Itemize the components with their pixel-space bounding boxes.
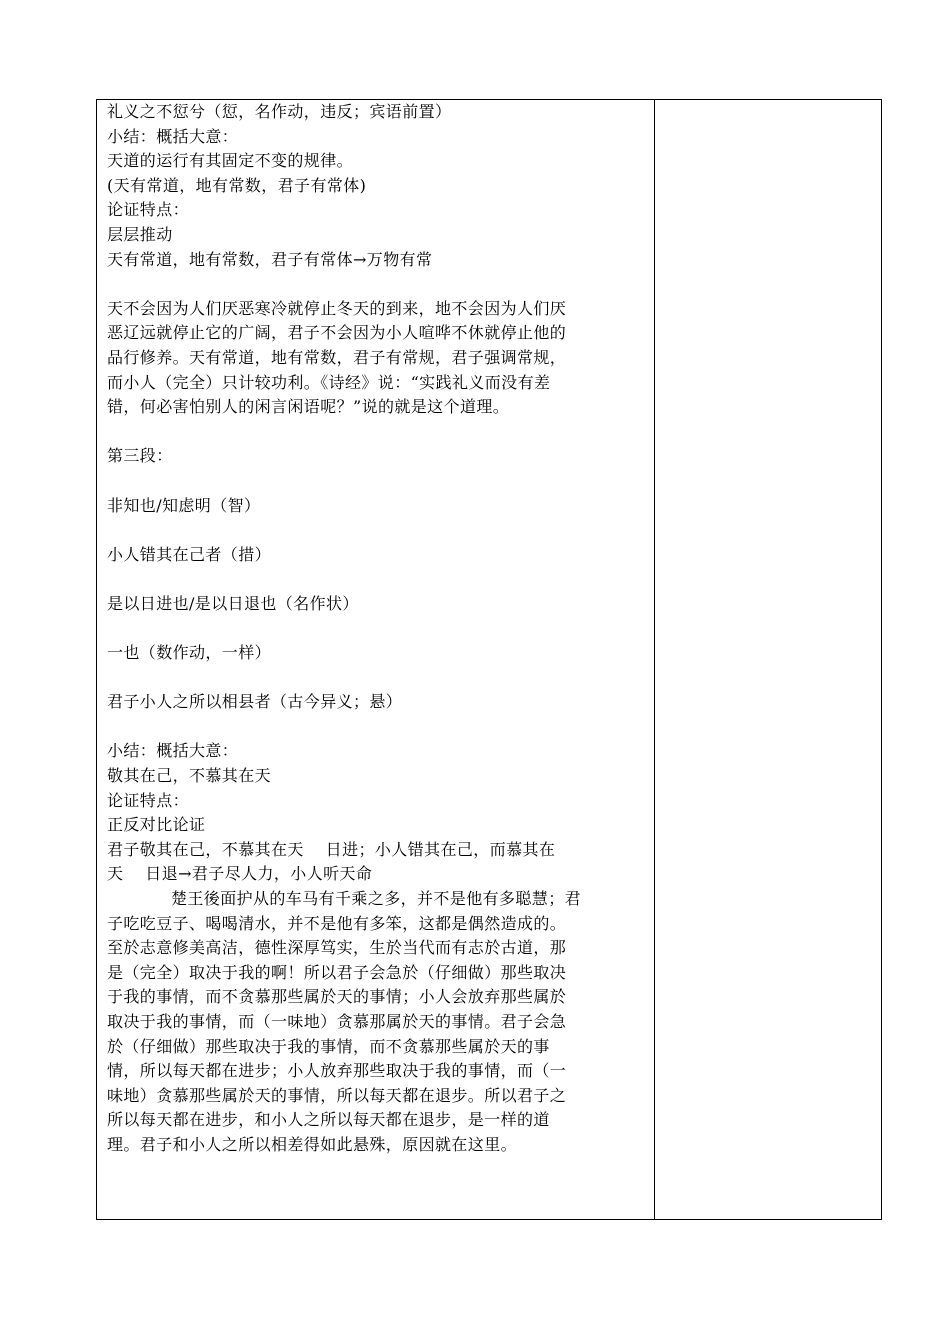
text-line: 味地）贪慕那些属於天的事情，所以每天都在退步。所以君子之 (107, 1085, 567, 1105)
text-line: 敬其在己，不慕其在天 (107, 766, 272, 786)
text-line: 小人错其在己者（措） (107, 544, 272, 564)
text-line: 取决于我的事情，而（一味地）贪慕那属於天的事情。君子会急 (107, 1011, 567, 1031)
text-line: 子吃吃豆子、喝喝清水，并不是他有多笨，这都是偶然造成的。 (107, 913, 567, 933)
text-line: 楚王後面护从的车马有千乘之多，并不是他有多聪慧；君 (171, 889, 582, 908)
blank-line (107, 518, 642, 543)
text-line: 所以每天都在进步，和小人之所以每天都在退步，是一样的道 (107, 1110, 550, 1130)
text-line: 天道的运行有其固定不变的规律。 (107, 151, 354, 171)
text-line: 理。君子和小人之所以相差得如此悬殊，原因就在这里。 (107, 1134, 518, 1154)
text-line: 於（仔细做）那些取决于我的事情，而不贪慕那些属於天的事 (107, 1036, 550, 1056)
text-line: 礼义之不愆兮（愆，名作动，违反；宾语前置） (107, 102, 452, 121)
text-line: 论证特点： (107, 200, 190, 220)
blank-line (107, 616, 642, 641)
text-line: 非知也/知虑明（智） (107, 495, 261, 515)
text-line: 论证特点： (107, 790, 190, 810)
text-line: 恶辽远就停止它的广阔，君子不会因为小人喧哗不休就停止他的 (107, 323, 567, 343)
text-line: 而小人（完全）只计较功利。《诗经》说：“实践礼义而没有差 (107, 372, 551, 392)
text-line: 小结：概括大意： (107, 126, 239, 146)
lesson-table (96, 99, 882, 1220)
text-line: 君子敬其在己，不慕其在天 日进；小人错其在己，而慕其在 (107, 839, 556, 859)
text-line: 君子小人之所以相县者（古今异义；悬） (107, 692, 403, 712)
blank-line (107, 666, 642, 691)
text-line: 小结：概括大意： (107, 741, 239, 761)
text-line: 错，何必害怕别人的闲言闲语呢？”说的就是这个道理。 (107, 397, 510, 417)
text-line: 于我的事情，而不贪慕那些属於天的事情；小人会放弃那些属於 (107, 987, 567, 1007)
text-line: 天有常道，地有常数，君子有常体→万物有常 (107, 249, 433, 269)
text-line: 情，所以每天都在进步；小人放弃那些取决于我的事情，而（一 (107, 1061, 567, 1081)
text-line: 一也（数作动，一样） (107, 643, 272, 663)
blank-line (107, 567, 642, 592)
text-line: 正反对比论证 (107, 815, 206, 835)
blank-line (107, 715, 642, 740)
blank-line (107, 272, 642, 297)
text-line: 是（完全）取决于我的啊！所以君子会急於（仔细做）那些取决 (107, 962, 567, 982)
blank-line (107, 469, 642, 494)
text-line: 品行修养。天有常道，地有常数，君子有常规，君子强调常规， (107, 347, 567, 367)
text-line: 至於志意修美高洁，德性深厚笃实，生於当代而有志於古道，那 (107, 938, 567, 958)
text-line: 天不会因为人们厌恶寒冷就停止冬天的到来，地不会因为人们厌 (107, 298, 567, 318)
text-line: 第三段： (107, 446, 173, 466)
text-line: 是以日进也/是以日退也（名作状） (107, 593, 359, 613)
text-line: 天 日退→君子尽人力，小人听天命 (107, 864, 373, 884)
notes-cell (655, 100, 881, 1219)
text-line: (天有常道，地有常数，君子有常体) (107, 175, 367, 195)
text-line: 层层推动 (107, 224, 173, 244)
blank-line (107, 420, 642, 445)
content-cell (107, 100, 642, 1158)
